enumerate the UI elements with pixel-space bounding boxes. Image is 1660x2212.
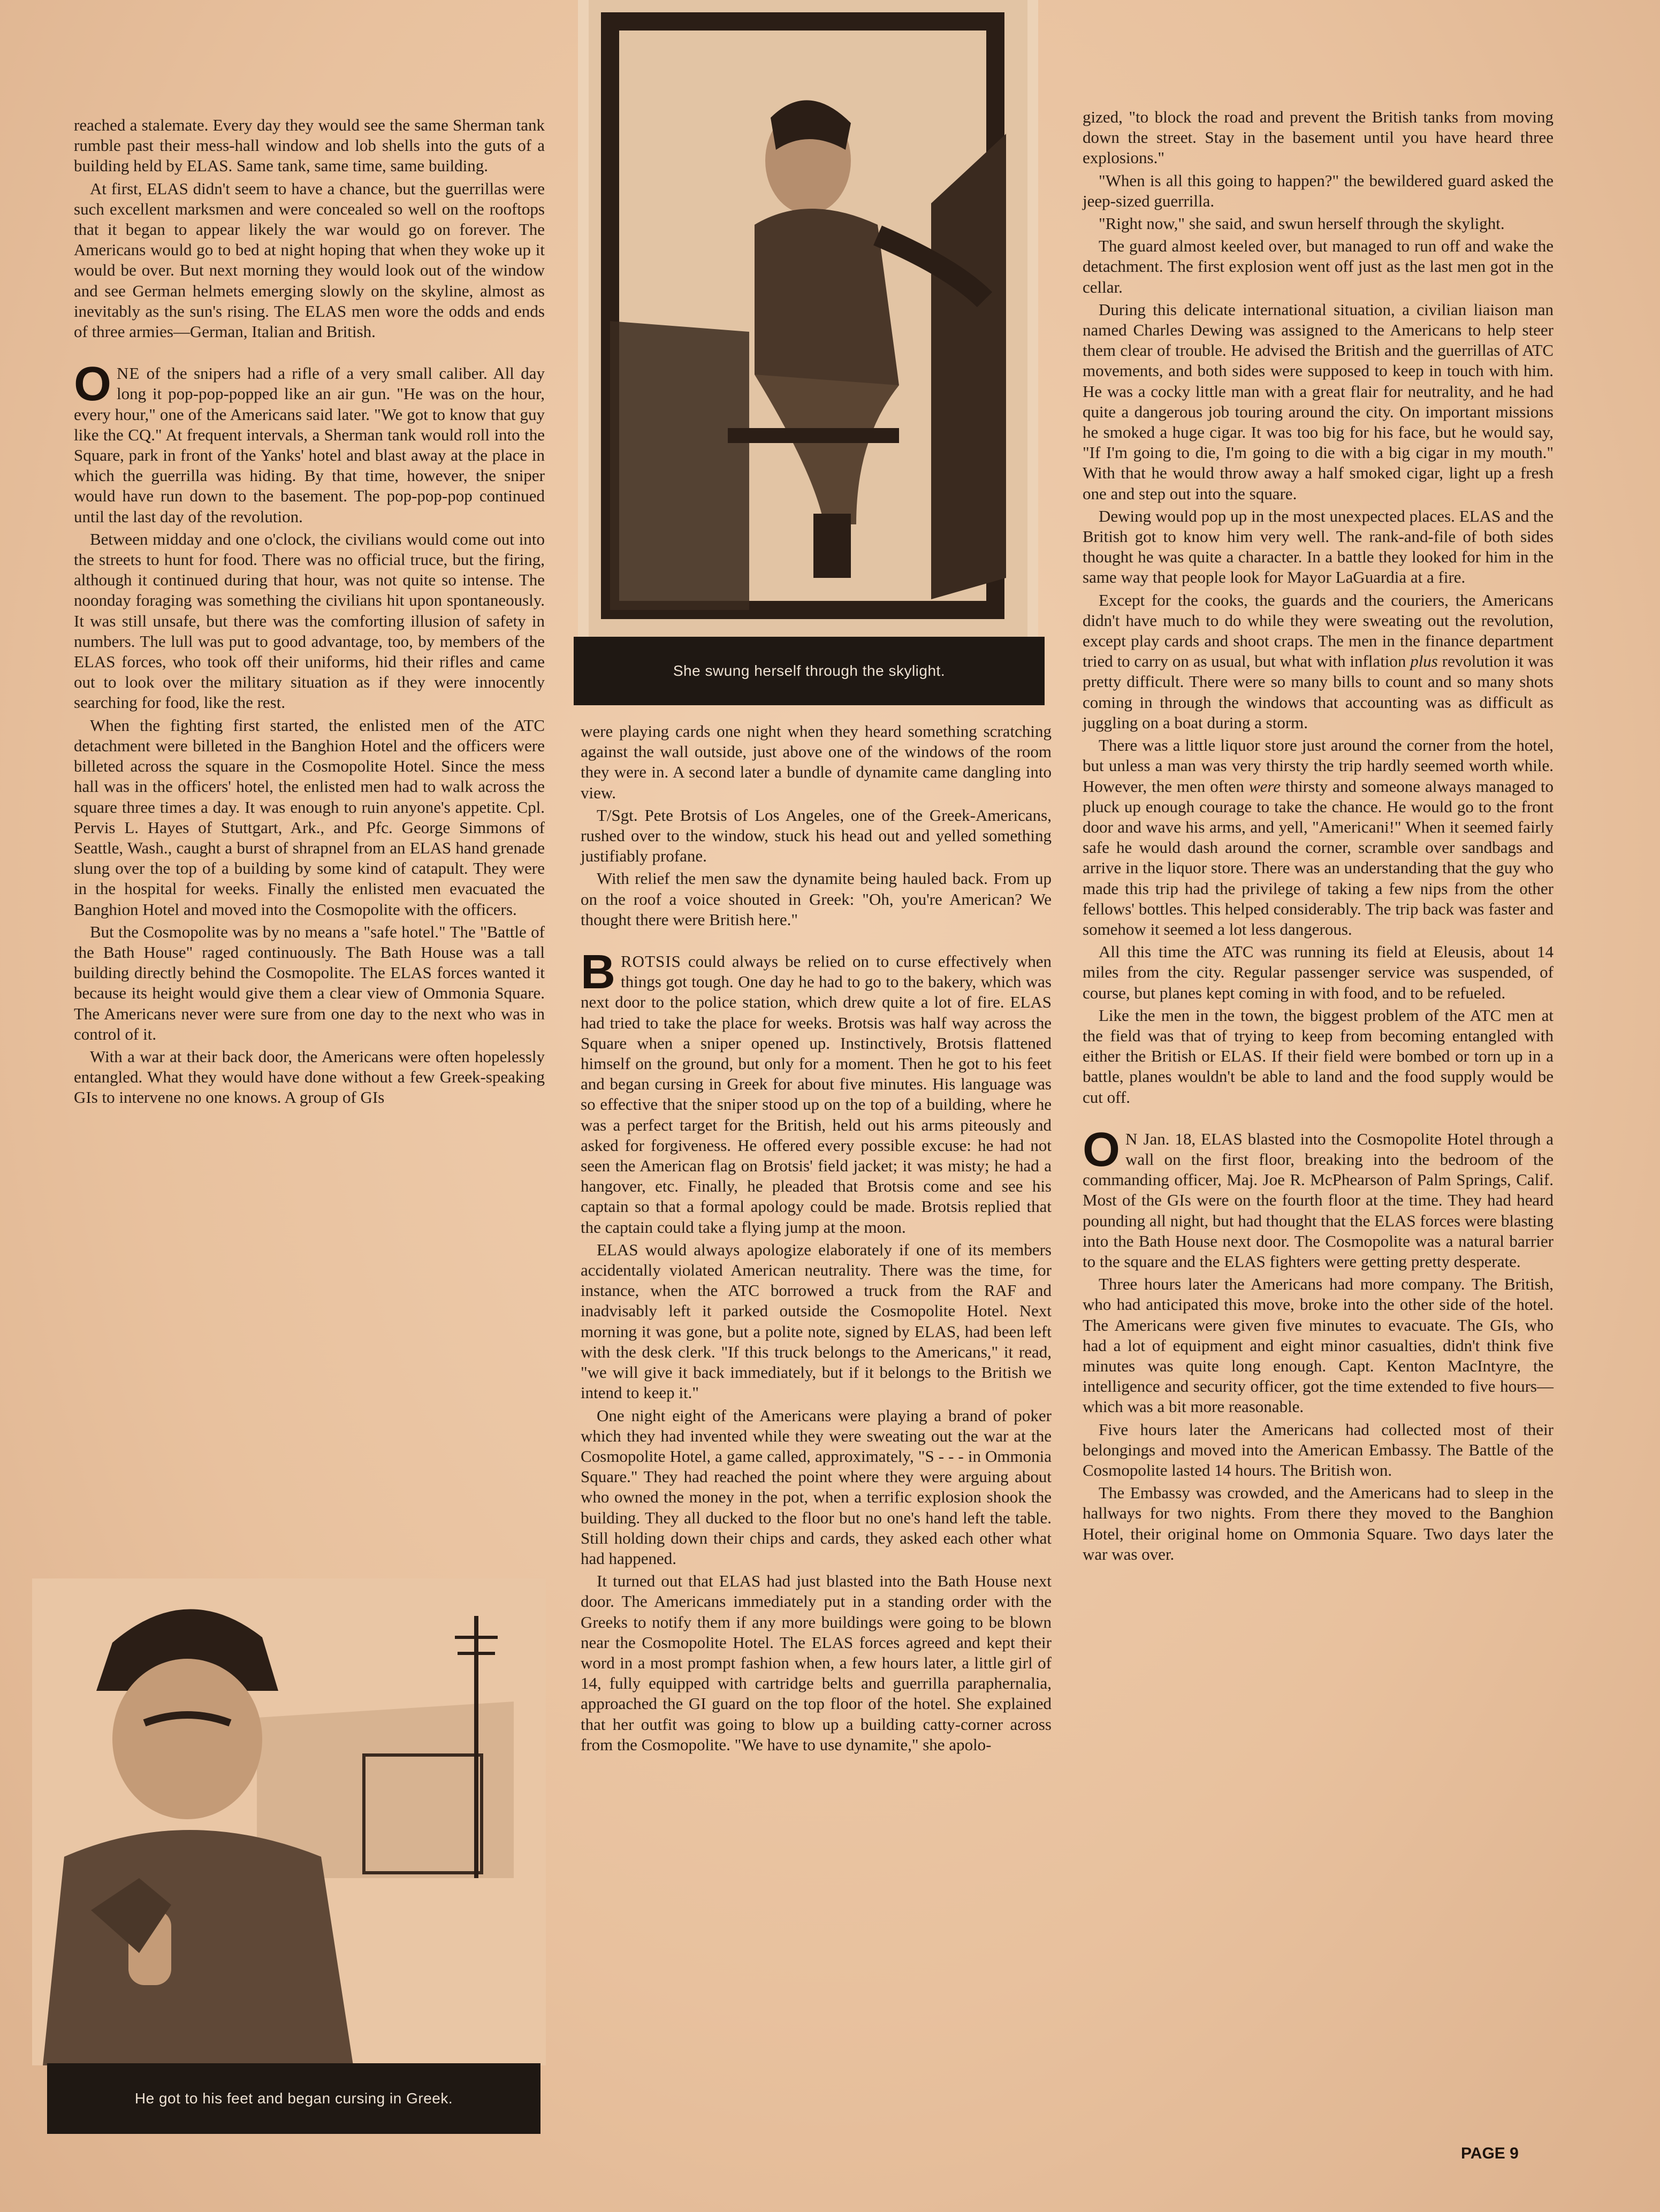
- paragraph-text: There was a little liquor store just around the corner from the hotel, but unless a man was very thirsty the trip hardly seemed worth while. However, the men often: [1083, 736, 1554, 796]
- paragraph: [1083, 590, 1554, 733]
- paragraph: were playing cards one night when they heard something scratching against the wall outside, just above one of the windows of the room they were in. A second later a bundle of dynamite came dangling into view.: [581, 722, 1052, 802]
- paragraph: "When is all this going to happen?" the bewildered guard asked the jeep-sized guerrilla.: [1083, 171, 1554, 210]
- emphasis: were: [1248, 776, 1281, 796]
- small-caps-lead: N: [1125, 1129, 1138, 1148]
- paragraph: The Embassy was crowded, and the Americans had to sleep in the hallways for two nights. From there they moved to the Banghion Hotel, their original home on Ommonia Square. Two days later the war was over.: [1083, 1483, 1554, 1563]
- emphasis: plus: [1410, 652, 1438, 671]
- caption-cursing: He got to his feet and began cursing in Greek.: [47, 2063, 540, 2134]
- drop-cap: B: [581, 945, 615, 1000]
- paragraph: With relief the men saw the dynamite being hauled back. From up on the roof a voice shouted in Greek: "Oh, you're American? We thought there were British here.": [581, 869, 1052, 929]
- column-1: [74, 115, 545, 1110]
- paragraph: Three hours later the Americans had more company. The British, who had anticipated this move, broke into the other side of the hotel. The Americans were given five minutes to evacuate. The GIs, who had a lot of equipment and eight minor casualties, didn't think five minutes was quite long enough. Capt. Kenton MacIntyre, the intelligence and security officer, got the time extended to five hours—which was a bit more reasonable.: [1083, 1275, 1554, 1416]
- paragraph: "Right now," she said, and swun herself through the skylight.: [1099, 214, 1505, 233]
- soldier-illustration: [32, 1578, 546, 2065]
- paragraph-text: thirsty and someone always managed to pluck up enough courage to take the chance. He would go to the front door and wave his arms, and yell, "Americani!" When it seemed fairly safe he would dash around the corner, scramble over sandbags and arrive in the liquor store. There was an understanding that the guy who made this trip had the privilege of taking a few nips from the other fellows' bottles. This helped considerably. The trip back was faster and somehow it seemed a lot less dangerous.: [1083, 776, 1554, 939]
- paragraph: During this delicate international situation, a civilian liaison man named Charles Dewing was assigned to the Americans to help steer them clear of trouble. He advised the British and the guerrillas of ATC movements, and both sides were supposed to keep in touch with him. He was a cocky little man with a great flair for neutrality, and he had quite a dangerous job touring around the city. On important missions he smoked a huge cigar. It was too big for his face, but he would say, "If I'm going to die, I'm going to die with a big cigar in my mouth." With that he would throw away a half smoked cigar, light up a fresh one and step out into the square.: [1083, 300, 1554, 503]
- paragraph-text: of the snipers had a rifle of a very small caliber. All day long it pop-pop-popped like an air gun. "He was on the hour, every hour," one of the Americans said later. "We got to know that guy like the CQ." At frequent intervals, a Sherman tank would roll into the Square, park in front of the Yanks' hotel and blast away at the place in which the guerrilla was hiding. By that time, however, the sniper would have run down to the basement. The pop-pop-pop continued until the last day of the revolution.: [74, 364, 545, 526]
- paragraph: The guard almost keeled over, but managed to run off and wake the detachment. The first explosion went off just as the last men got in the cellar.: [1083, 237, 1554, 296]
- page-number: PAGE 9: [1461, 2145, 1519, 2162]
- paragraph-text: Jan. 18, ELAS blasted into the Cosmopolite Hotel through a wall on the first floor, breaking into the bedroom of the commanding officer, Maj. Joe R. McPhearson of Palm Springs, Calif. Most of the GIs were on the fourth floor at the time. They had heard pounding all night, but had thought that the ELAS forces were blasting into the Bath House next door. The Cosmopolite was a natural barrier to the square and the ELAS fighters were getting pretty desperate.: [1083, 1129, 1554, 1271]
- paragraph-text: Except for the cooks, the guards and the couriers, the Americans didn't have much to do while they were sweating out the revolution, except play cards and shoot craps. The men in the finance department tried to carry on as usual, but what with inflation: [1083, 590, 1554, 671]
- paragraph-text: could always be relied on to curse effectively when things got tough. One day he had to go to the bakery, which was next door to the police station, which drew quite a lot of fire. ELAS had tried to take the place for weeks. Brotsis was half way across the Square when a sniper opened up. Instinctively, Brotsis flattened himself on the ground, but only for a moment. Then he got to his feet and began cursing in Greek for about five minutes. His language was so effective that the sniper stood up on the top of a building, where he was a perfect target for the British, held out his arms piteously and asked for forgiveness. He offered every possible excuse: he had not seen the American flag on Brotsis' field jacket; it was misty; he had a hangover, etc. Finally, he pleaded that Brotsis come and see his captain so that a formal apology could be made. Brotsis replied that the captain could take a flying jump at the moon.: [581, 952, 1052, 1237]
- paragraph: reached a stalemate. Every day they would see the same Sherman tank rumble past their mess-hall window and lob shells into the guts of a building held by ELAS. Same tank, same time, same building.: [74, 116, 545, 176]
- small-caps-lead: ROTSIS: [621, 952, 681, 971]
- paragraph-dropcap: [581, 945, 1052, 1238]
- small-caps-lead: NE: [117, 364, 140, 383]
- paragraph: When the fighting first started, the enlisted men of the ATC detachment were billeted in the Banghion Hotel and the officers were billeted across the square in the Cosmopolite Hotel. Since the mess hall was in the officers' hotel, the enlisted men had to walk across the square three times a day. It was enough to ruin anyone's appetite. Cpl. Pervis L. Hayes of Stuttgart, Ark., and Pfc. George Simmons of Seattle, Wash., caught a burst of shrapnel from an ELAS hand grenade slung over the top of a building by some kind of catapult. They were in the hospital for weeks. Finally the enlisted men evacuated the Banghion Hotel and moved into the Cosmopolite with the officers.: [74, 715, 545, 919]
- drop-cap: O: [1083, 1123, 1121, 1177]
- paragraph: [1083, 735, 1554, 940]
- paragraph-text: revolution it was pretty difficult. There were so many bills to count and so many shots coming in through the windows that accounting was as difficult as juggling on a boat during a storm.: [1083, 652, 1554, 732]
- skylight-girl-illustration: [578, 0, 1038, 637]
- paragraph: Dewing would pop up in the most unexpected places. ELAS and the British got to know him very well. The rank-and-file of both sides thought he was quite a character. In a battle they looked for him in the same way that people look for Mayor LaGuardia at a fire.: [1083, 506, 1554, 587]
- paragraph: One night eight of the Americans were playing a brand of poker which they had invented while they were sweating out the war at the Cosmopolite Hotel, a game called, approximately, "S - - - in Ommonia Square." They had reached the point where they were arguing about who owned the money in the pot, when a terrific explosion shook the building. They all ducked to the floor but no one's hand left the table. Still holding down their chips and cards, they asked each other what had happened.: [581, 1406, 1052, 1568]
- paragraph: It turned out that ELAS had just blasted into the Bath House next door. The Americans immediately put in a standing order with the Greeks to notify them if any more buildings were going to be blown near the Cosmopolite Hotel. The ELAS forces agreed and kept their word in a most prompt fashion when, a few hours later, a little girl of 14, fully equipped with cartridge belts and guerrilla paraphernalia, approached the GI guard on the top floor of the hotel. She explained that her outfit was going to blow up a building catty-corner across from the Cosmopolite. "We have to use dynamite," she apolo-: [581, 1572, 1052, 1754]
- paragraph: Like the men in the town, the biggest problem of the ATC men at the field was that of trying to keep from becoming entangled with either the British or ELAS. If their field were bombed or torn up in a battle, planes wouldn't be able to land and the food supply would be cut off.: [1083, 1005, 1554, 1107]
- paragraph: At first, ELAS didn't seem to have a chance, but the guerrillas were such excellent marksmen and were concealed so well on the rooftops that it began to appear likely the war would go on forever. The Americans would go to bed at night hoping that when they woke up it would be over. But next morning they would look out of the window and see German helmets emerging slowly on the skyline, almost as inevitably as the sun's rising. The ELAS men wore the odds and ends of three armies—German, Italian and British.: [74, 179, 545, 341]
- paragraph-dropcap: [74, 357, 545, 527]
- paragraph: gized, "to block the road and prevent the British tanks from moving down the street. Stay in the basement until you have heard three explosions.": [1083, 108, 1554, 167]
- column-2: [581, 721, 1052, 1757]
- paragraph: ELAS would always apologize elaborately if one of its members accidentally violated American neutrality. There was the time, for instance, when the ATC borrowed a truck from the RAF and inadvisably left it parked outside the Cosmopolite Hotel. Next morning it was gone, but a polite note, signed by ELAS, had been left with the desk clerk. "If this truck belongs to the Americans," it read, "we will give it back immediately, but if it belongs to the British we intend to keep it.": [581, 1240, 1052, 1402]
- paragraph: Between midday and one o'clock, the civilians would come out into the streets to hunt for food. There was no official truce, but the firing, although it continued during that hour, was not quite so intense. The noonday foraging was something the civilians hit upon spontaneously. It was still unsafe, but there was the comforting illusion of safety in numbers. The lull was put to good advantage, too, by members of the ELAS forces, who took off their uniforms, hid their rifles and came out to look over the military situation as if they were innocently searching for food, like the rest.: [74, 529, 545, 712]
- paragraph: T/Sgt. Pete Brotsis of Los Angeles, one of the Greek-Americans, rushed over to the window, stuck his head out and yelled something justifiably profane.: [581, 805, 1052, 866]
- caption-skylight: She swung herself through the skylight.: [574, 637, 1045, 705]
- column-3: [1083, 107, 1554, 1567]
- paragraph: But the Cosmopolite was by no means a "safe hotel." The "Battle of the Bath House" raged continuously. The Bath House was a tall building directly behind the Cosmopolite. The ELAS forces wanted it because its height would give them a clear view of Ommonia Square. The Americans never were sure from one day to the next who was in control of it.: [74, 922, 545, 1043]
- paragraph: Five hours later the Americans had collected most of their belongings and moved into the American Embassy. The Battle of the Cosmopolite lasted 14 hours. The British won.: [1083, 1420, 1554, 1479]
- paragraph: With a war at their back door, the Americans were often hopelessly entangled. What they would have done without a few Greek-speaking GIs to intervene no one knows. A group of GIs: [74, 1047, 545, 1107]
- drop-cap: O: [74, 357, 112, 411]
- paragraph-dropcap: [1083, 1123, 1554, 1272]
- paragraph: All this time the ATC was running its field at Eleusis, about 14 miles from the city. Regular passenger service was suspended, of course, but planes kept coming in with food, and to be refueled.: [1083, 942, 1554, 1002]
